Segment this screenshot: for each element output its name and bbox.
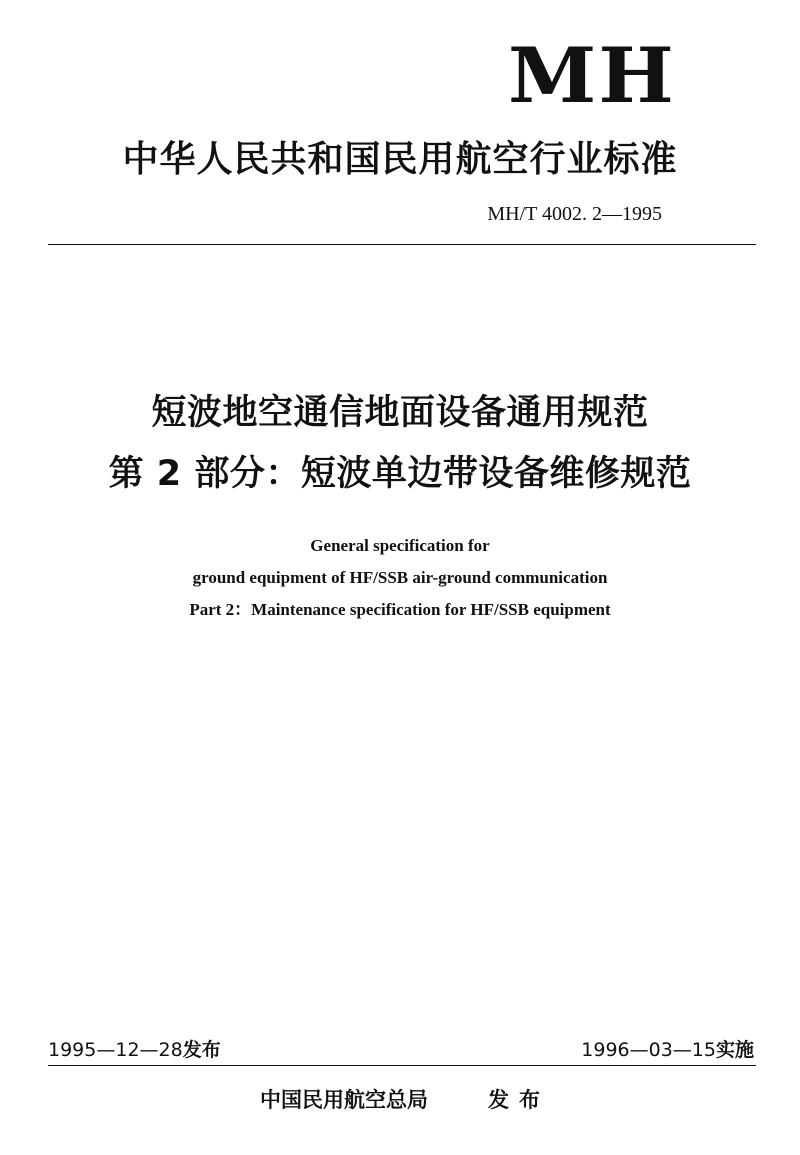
effective-date-label: 实施 [715, 1039, 754, 1061]
issue-date-value: 1995—12—28 [48, 1039, 183, 1061]
english-title-line-1: General specification for [310, 536, 490, 555]
issue-date [48, 1038, 221, 1062]
issue-date-label: 发布 [182, 1039, 221, 1061]
chinese-title-line-2: 第 2 部分：短波单边带设备维修规范 [108, 454, 692, 494]
issuing-action: 发布 [488, 1088, 550, 1112]
chinese-title-line-1: 短波地空通信地面设备通用规范 [151, 393, 649, 433]
english-title-line-3: Part 2：Maintenance specification for HF/SSB equipment [189, 600, 611, 619]
standard-number: MH/T 4002. 2—1995 [487, 203, 662, 225]
effective-date [581, 1038, 754, 1062]
english-title-line-2: ground equipment of HF/SSB air-ground communication [192, 568, 608, 587]
standard-logo: MH [508, 31, 676, 120]
standard-category-title: 中华人民共和国民用航空行业标准 [122, 139, 678, 180]
header-divider [48, 244, 756, 245]
footer-divider [48, 1065, 756, 1066]
effective-date-value: 1996—03—15 [581, 1039, 716, 1061]
issuing-authority: 中国民用航空总局 [260, 1088, 428, 1112]
